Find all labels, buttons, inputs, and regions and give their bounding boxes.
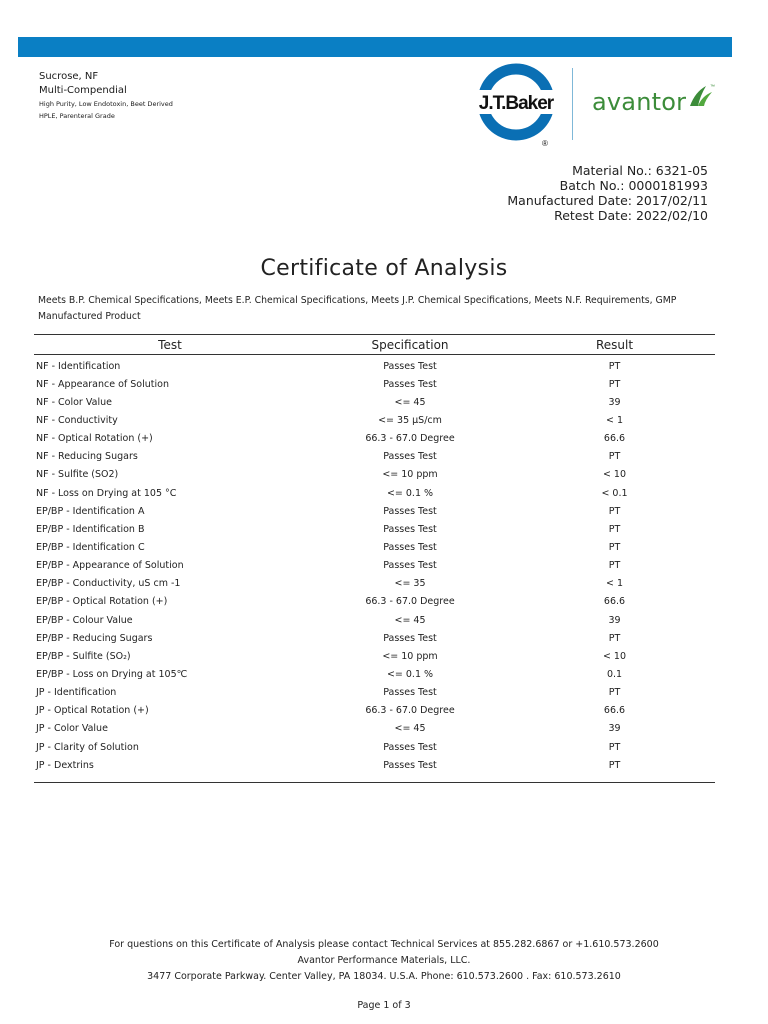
cell-result: PT — [608, 759, 621, 771]
cell-test: NF - Conductivity — [36, 414, 118, 426]
table-row — [34, 375, 715, 393]
cell-specification: <= 45 — [394, 723, 426, 735]
product-name: Sucrose, NF — [39, 71, 99, 82]
table-row — [34, 684, 715, 702]
cell-specification: Passes Test — [383, 541, 437, 553]
header-result: Result — [595, 337, 634, 352]
cell-specification: <= 45 — [394, 614, 426, 626]
product-grade: HPLE, Parenteral Grade — [39, 111, 115, 120]
table-header-row — [34, 335, 715, 354]
cell-specification: Passes Test — [383, 505, 437, 517]
jtbaker-logo-text: J.T.Baker — [478, 93, 554, 114]
cell-result: PT — [608, 541, 621, 553]
cell-test: EP/BP - Identification A — [36, 505, 145, 517]
cell-specification: Passes Test — [383, 741, 437, 753]
cell-result: 66.6 — [603, 433, 626, 445]
cell-test: JP - Clarity of Solution — [36, 741, 139, 753]
cell-result: < 10 — [602, 469, 627, 481]
cell-result: < 0.1 — [601, 487, 628, 499]
footer-company: Avantor Performance Materials, LLC. — [297, 955, 471, 966]
table-row — [34, 575, 715, 593]
cell-result: < 1 — [605, 578, 624, 590]
cell-test: JP - Color Value — [36, 723, 108, 735]
table-row — [34, 720, 715, 738]
cell-result: PT — [608, 360, 621, 372]
table-row — [34, 611, 715, 629]
cell-test: EP/BP - Reducing Sugars — [36, 632, 153, 644]
registered-mark: ® — [542, 139, 548, 148]
product-info — [39, 70, 173, 121]
cell-result: 66.6 — [603, 705, 626, 717]
table-row — [34, 647, 715, 665]
cell-specification: <= 35 µS/cm — [378, 414, 442, 426]
cell-test: EP/BP - Identification C — [36, 541, 145, 553]
avantor-leaf-icon — [686, 80, 716, 110]
table-row — [34, 557, 715, 575]
table-body — [34, 355, 715, 782]
cell-test: EP/BP - Loss on Drying at 105℃ — [36, 668, 188, 680]
cell-test: EP/BP - Sulfite (SO₂) — [36, 650, 131, 662]
logo-divider — [572, 68, 573, 140]
jtbaker-logo — [470, 62, 570, 150]
batch-number: Batch No.: 0000181993 — [559, 178, 708, 193]
table-row — [34, 357, 715, 375]
page-number: Page 1 of 3 — [357, 1000, 411, 1011]
cell-result: < 10 — [602, 650, 627, 662]
header-specification: Specification — [371, 337, 449, 352]
manufactured-date: Manufactured Date: 2017/02/11 — [507, 193, 708, 208]
cell-specification: 66.3 - 67.0 Degree — [365, 705, 455, 717]
table-row — [34, 484, 715, 502]
cell-test: NF - Loss on Drying at 105 °C — [36, 487, 177, 499]
cell-test: JP - Identification — [36, 687, 117, 699]
cell-test: EP/BP - Identification B — [36, 523, 145, 535]
cell-test: EP/BP - Appearance of Solution — [36, 560, 184, 572]
cell-test: NF - Color Value — [36, 396, 112, 408]
cell-specification: <= 0.1 % — [386, 668, 434, 680]
avantor-tm: ™ — [710, 84, 715, 90]
cell-result: 39 — [608, 614, 621, 626]
cell-specification: <= 0.1 % — [386, 487, 434, 499]
specifications-statement: Meets B.P. Chemical Specifications, Meets E.P. Chemical Specifications, Meets J.P. Chemical Specifications, Meets N.F. Requirements, GMP Manufactured Product — [38, 295, 677, 322]
cell-specification: Passes Test — [383, 759, 437, 771]
cell-test: EP/BP - Conductivity, uS cm -1 — [36, 578, 181, 590]
analysis-table — [34, 334, 715, 783]
product-compendial: Multi-Compendial — [39, 84, 127, 96]
cell-result: PT — [608, 505, 621, 517]
table-row — [34, 702, 715, 720]
cell-test: JP - Dextrins — [36, 759, 94, 771]
cell-result: PT — [608, 451, 621, 463]
footer-contact — [0, 937, 768, 985]
cell-specification: Passes Test — [383, 451, 437, 463]
cell-result: 39 — [608, 723, 621, 735]
cell-result: PT — [608, 741, 621, 753]
cell-specification: Passes Test — [383, 560, 437, 572]
cell-specification: Passes Test — [383, 378, 437, 390]
cell-test: NF - Appearance of Solution — [36, 378, 169, 390]
header-test: Test — [158, 337, 182, 352]
cell-test: NF - Identification — [36, 360, 121, 372]
cell-test: EP/BP - Colour Value — [36, 614, 133, 626]
cell-result: PT — [608, 687, 621, 699]
table-row — [34, 411, 715, 429]
logo-area — [470, 62, 730, 150]
table-row — [34, 593, 715, 611]
table-row — [34, 430, 715, 448]
cell-specification: Passes Test — [383, 632, 437, 644]
cell-result: < 1 — [605, 414, 624, 426]
document-title: Certificate of Analysis — [260, 256, 508, 281]
cell-specification: 66.3 - 67.0 Degree — [365, 596, 455, 608]
cell-specification: 66.3 - 67.0 Degree — [365, 433, 455, 445]
table-row — [34, 466, 715, 484]
cell-test: NF - Reducing Sugars — [36, 451, 138, 463]
cell-specification: <= 10 ppm — [382, 469, 438, 481]
cell-test: NF - Optical Rotation (+) — [36, 433, 153, 445]
table-row — [34, 738, 715, 756]
table-row — [34, 538, 715, 556]
material-details — [507, 163, 708, 223]
cell-specification: Passes Test — [383, 523, 437, 535]
footer-questions: For questions on this Certificate of Analysis please contact Technical Services at 855.282.6867 or +1.610.573.2600 — [109, 939, 659, 950]
cell-specification: <= 10 ppm — [382, 650, 438, 662]
cell-specification: <= 35 — [394, 578, 426, 590]
table-row — [34, 502, 715, 520]
cell-specification: Passes Test — [383, 360, 437, 372]
table-row — [34, 520, 715, 538]
table-row — [34, 665, 715, 683]
retest-date: Retest Date: 2022/02/10 — [554, 208, 708, 223]
table-row — [34, 448, 715, 466]
cell-specification: Passes Test — [383, 687, 437, 699]
cell-test: JP - Optical Rotation (+) — [36, 705, 149, 717]
cell-result: 39 — [608, 396, 621, 408]
cell-specification: <= 45 — [394, 396, 426, 408]
header-color-bar — [18, 37, 732, 57]
cell-result: 66.6 — [603, 596, 626, 608]
footer-address: 3477 Corporate Parkway. Center Valley, PA 18034. U.S.A. Phone: 610.573.2600 . Fax: 610.573.2610 — [147, 971, 621, 982]
material-number: Material No.: 6321-05 — [572, 163, 708, 178]
cell-test: NF - Sulfite (SO2) — [36, 469, 119, 481]
table-row — [34, 756, 715, 774]
cell-result: PT — [608, 632, 621, 644]
cell-result: PT — [608, 523, 621, 535]
cell-test: EP/BP - Optical Rotation (+) — [36, 596, 168, 608]
cell-result: 0.1 — [606, 668, 623, 680]
table-row — [34, 629, 715, 647]
table-bottom-rule — [34, 782, 715, 783]
cell-result: PT — [608, 378, 621, 390]
table-row — [34, 393, 715, 411]
product-purity: High Purity, Low Endotoxin, Beet Derived — [39, 100, 173, 108]
cell-result: PT — [608, 560, 621, 572]
avantor-logo-text: avantor — [592, 88, 687, 116]
